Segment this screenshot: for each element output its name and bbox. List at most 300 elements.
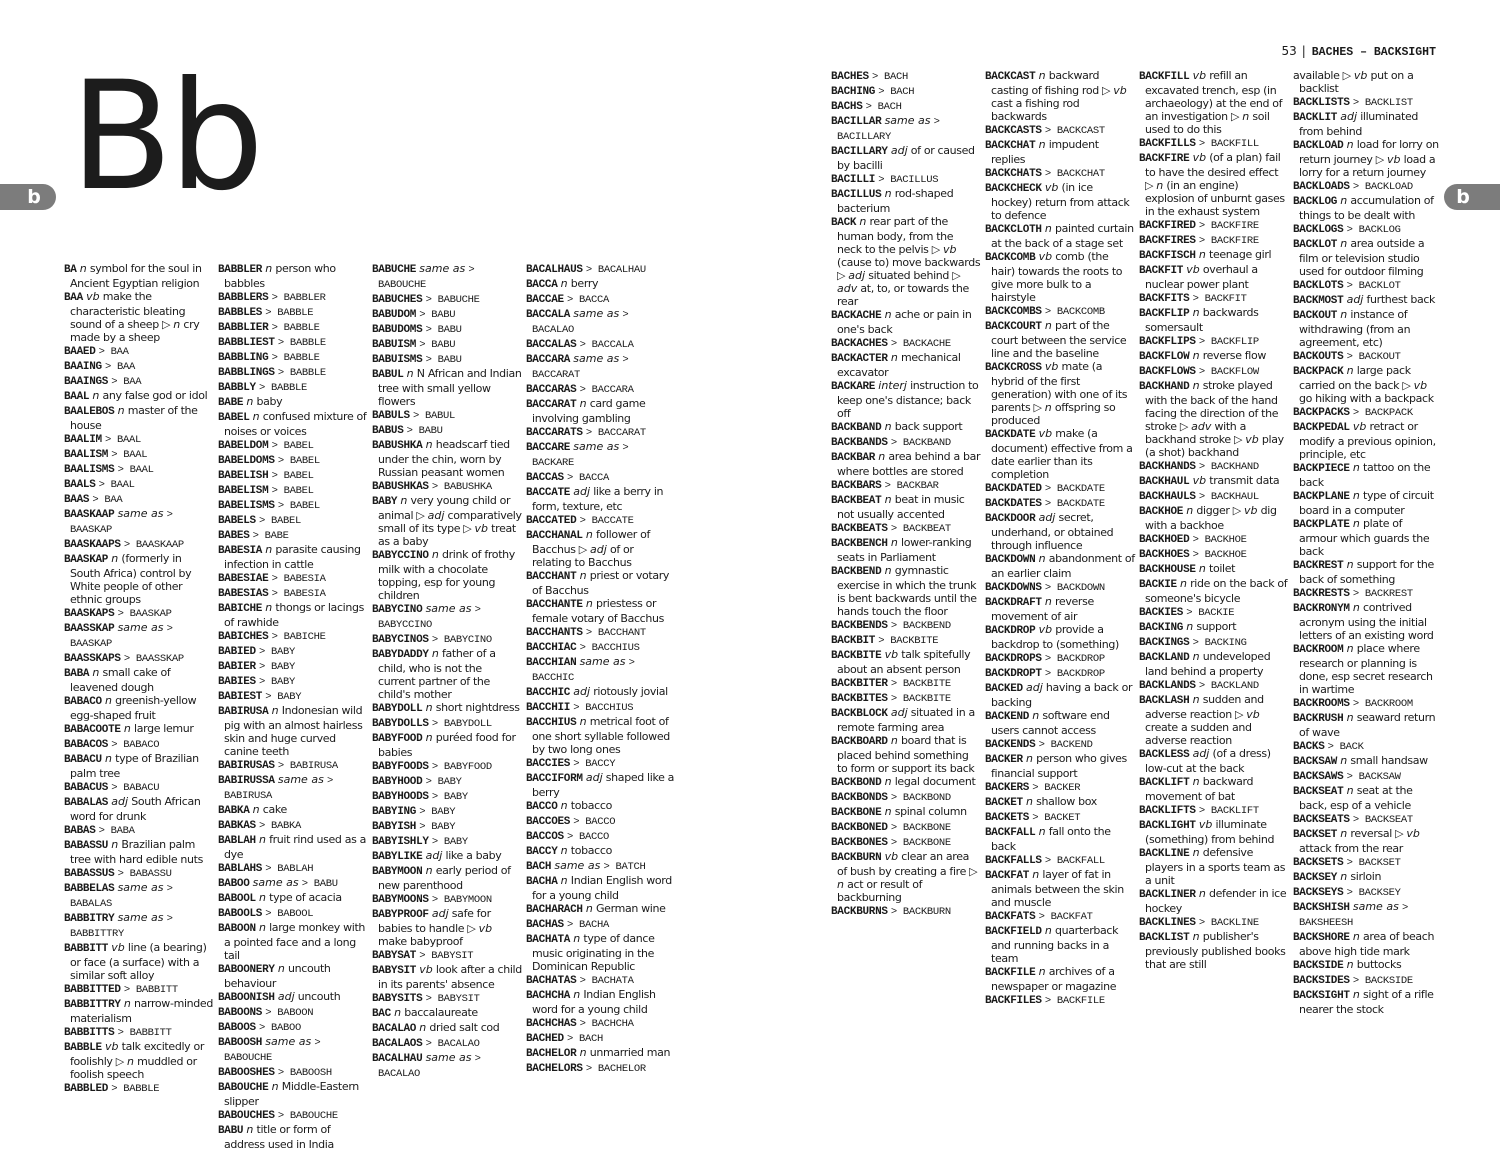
- headword: BACALHAUS: [526, 264, 583, 276]
- dictionary-entry: [831, 308, 981, 336]
- definition-text: instance of withdrawing (from an agreement, etc): [1299, 308, 1411, 349]
- headword: BAAED: [64, 346, 96, 358]
- dictionary-entry: [985, 511, 1135, 552]
- definition-text: type of Brazilian palm tree: [70, 752, 199, 780]
- part-of-speech: n: [579, 569, 587, 582]
- dictionary-entry: [985, 496, 1135, 511]
- part-of-speech: vb: [1245, 433, 1259, 446]
- dictionary-entry: [218, 498, 368, 513]
- definition-text: talk spitefully about an absent person: [837, 648, 971, 676]
- dictionary-entry: [218, 803, 368, 818]
- dictionary-entry: [985, 138, 1135, 166]
- headword: BAALISM: [64, 449, 109, 461]
- dictionary-entry: [831, 84, 981, 99]
- thumb-tab-right: [1444, 184, 1500, 210]
- dictionary-entry: [218, 365, 368, 380]
- part-of-speech: n: [1352, 517, 1360, 530]
- dictionary-entry: [372, 701, 522, 716]
- part-of-speech: adj: [585, 771, 603, 784]
- part-of-speech: same as: [117, 881, 164, 894]
- cross-reference: > BACKBAR: [884, 480, 939, 492]
- dictionary-entry: [526, 337, 676, 352]
- dictionary-entry: [372, 948, 522, 963]
- definition-text: person who gives financial support: [991, 752, 1127, 780]
- dictionary-entry: [831, 790, 981, 805]
- part-of-speech: vb: [474, 522, 489, 535]
- headword: BACKLOTS: [1293, 280, 1344, 292]
- dictionary-entry: [1293, 110, 1443, 138]
- part-of-speech: vb: [884, 850, 899, 863]
- headword: BACKSIDE: [1293, 960, 1344, 972]
- headword: BABBLERS: [218, 292, 269, 304]
- part-of-speech: n: [1038, 138, 1046, 151]
- cross-reference: > BABLAH: [265, 863, 314, 875]
- cross-reference: > BABOOL: [265, 908, 314, 920]
- cross-reference: > BACKBONE: [890, 822, 951, 834]
- definition-text: lower-ranking seats in Parliament: [837, 536, 972, 564]
- dictionary-entry: [1139, 474, 1289, 489]
- cross-reference: > BAASKAAP: [123, 539, 184, 551]
- part-of-speech: n: [1192, 693, 1200, 706]
- cross-reference: > BACKLIFT: [1198, 805, 1259, 817]
- definition-text: treat as a baby: [378, 522, 516, 548]
- headword: BACKFILES: [985, 995, 1042, 1007]
- cross-reference: > BABBLE: [111, 1083, 160, 1095]
- headword: BACKSHISH: [1293, 902, 1350, 914]
- dictionary-entry: [1139, 489, 1289, 504]
- headword: BABACUS: [64, 782, 109, 794]
- cross-reference: > BABYCINO: [431, 634, 492, 646]
- cross-reference: > BABOUCHE: [277, 1110, 338, 1122]
- headword: BACKBENCH: [831, 538, 888, 550]
- headword: BABYFOODS: [372, 761, 429, 773]
- cross-reference: > BACKBEAT: [890, 523, 951, 535]
- dictionary-entry: [831, 215, 981, 308]
- dictionary-entry: [1139, 678, 1289, 693]
- dictionary-entry: [218, 659, 368, 674]
- definition-text: backwards somersault: [1145, 306, 1259, 334]
- definition-text: (in an engine) explosion of unburnt gases in the exhaust system: [1145, 179, 1285, 218]
- dictionary-entry: [526, 513, 676, 528]
- dictionary-entry: [372, 1051, 522, 1081]
- definition-text: illuminated from behind: [1299, 110, 1419, 138]
- part-of-speech: n: [1025, 752, 1033, 765]
- dictionary-entry: [1293, 237, 1443, 278]
- dictionary-entry: [218, 395, 368, 410]
- headword: BABYCINOS: [372, 634, 429, 646]
- dictionary-entry: [218, 674, 368, 689]
- cross-reference: > BABEL: [271, 485, 314, 497]
- headword: BACKFLOW: [1139, 351, 1190, 363]
- definition-text: early period of new parenthood: [378, 864, 511, 892]
- part-of-speech: n: [1192, 650, 1200, 663]
- entry-column: [372, 262, 522, 1081]
- cross-reference: > BABYMOON: [431, 894, 492, 906]
- dictionary-entry: [372, 907, 522, 948]
- cross-reference: > BABUL: [412, 410, 455, 422]
- dictionary-entry: [831, 564, 981, 618]
- dictionary-entry: [1293, 988, 1443, 1016]
- headword: BABOO: [218, 878, 250, 890]
- headword: BABYISH: [372, 821, 417, 833]
- part-of-speech: n: [560, 844, 568, 857]
- cross-reference: > BABBLE: [277, 367, 326, 379]
- dictionary-entry: [218, 528, 368, 543]
- headword: BACKFIRES: [1139, 235, 1196, 247]
- part-of-speech: same as: [573, 352, 620, 365]
- dictionary-entry: [372, 367, 522, 408]
- part-of-speech: n: [1044, 319, 1052, 332]
- dictionary-entry: [1139, 577, 1289, 605]
- dictionary-entry: [218, 1005, 368, 1020]
- dictionary-entry: [372, 819, 522, 834]
- part-of-speech: n: [406, 367, 414, 380]
- part-of-speech: n: [1044, 222, 1052, 235]
- dictionary-entry: [218, 891, 368, 906]
- cross-reference: > BABE: [252, 530, 289, 542]
- cross-reference: > BACHATA: [579, 975, 634, 987]
- headword: BABIER: [218, 661, 256, 673]
- headword: BABYISHLY: [372, 836, 429, 848]
- headword: BACCARAT: [526, 399, 577, 411]
- headword: BACKBEATS: [831, 523, 888, 535]
- part-of-speech: n: [425, 701, 433, 714]
- headword: BACKCROSS: [985, 362, 1042, 374]
- dictionary-entry: [1139, 846, 1289, 887]
- headword: BACKBOND: [831, 777, 882, 789]
- part-of-speech: vb: [1413, 379, 1428, 392]
- definition-text: ride on the back of someone's bicycle: [1145, 577, 1288, 605]
- dictionary-entry: [1293, 930, 1443, 958]
- part-of-speech: n: [1352, 489, 1360, 502]
- entry-column: [1139, 69, 1289, 971]
- part-of-speech: n: [79, 262, 87, 275]
- headword: BACKSAW: [1293, 756, 1338, 768]
- dictionary-entry: [985, 181, 1135, 222]
- dictionary-entry: [372, 963, 522, 991]
- part-of-speech: n: [1179, 577, 1187, 590]
- headword: BACKBOARD: [831, 736, 888, 748]
- headword: BACKCHECK: [985, 183, 1042, 195]
- cross-reference: > BABY: [258, 676, 295, 688]
- dictionary-entry: [218, 290, 368, 305]
- headword: BACKPLATE: [1293, 519, 1350, 531]
- headword: BACCHII: [526, 702, 571, 714]
- definition-text: publisher's previously published books that are still: [1145, 930, 1286, 971]
- headword: BABBLER: [218, 264, 263, 276]
- cross-reference: > BABEL: [258, 515, 301, 527]
- part-of-speech: n: [884, 420, 892, 433]
- part-of-speech: same as: [554, 859, 601, 872]
- dictionary-entry: [64, 552, 214, 606]
- cross-reference: > BABY: [258, 646, 295, 658]
- headword: BACKSEYS: [1293, 887, 1344, 899]
- part-of-speech: adj: [1025, 681, 1043, 694]
- running-head: [1281, 44, 1436, 59]
- headword: BACKLIFT: [1139, 777, 1190, 789]
- cross-reference: > BABYSIT: [425, 993, 480, 1005]
- cross-reference: > BACHA: [566, 919, 609, 931]
- dictionary-entry: [64, 780, 214, 795]
- part-of-speech: adj: [425, 849, 443, 862]
- dictionary-entry: [526, 569, 676, 597]
- cross-reference: > BABA: [98, 825, 135, 837]
- dictionary-entry: [1139, 635, 1289, 650]
- dictionary-entry: [218, 320, 368, 335]
- definition-text: seat at the back, esp of a vehicle: [1299, 784, 1413, 812]
- cross-reference: > BACCARAT: [532, 354, 629, 381]
- headword: BABIRUSAS: [218, 760, 275, 772]
- dictionary-entry: [218, 1123, 368, 1151]
- headword: BACCARE: [526, 442, 571, 454]
- definition-text: sight of a rifle nearer the stock: [1299, 988, 1434, 1016]
- headword: BABYING: [372, 806, 417, 818]
- dictionary-entry: [1139, 605, 1289, 620]
- dictionary-entry: [985, 222, 1135, 250]
- dictionary-entry: [526, 470, 676, 485]
- dictionary-entry: [985, 166, 1135, 181]
- definition-text: (in ice hockey) return from attack to defence: [991, 181, 1130, 222]
- headword: BABACOOTE: [64, 724, 121, 736]
- headword: BACKLOT: [1293, 239, 1338, 251]
- dictionary-entry: [64, 694, 214, 722]
- cross-reference: > BACCHIUS: [579, 642, 640, 654]
- definition-text: Indian English word for a young child: [532, 988, 656, 1016]
- headword: BABA: [64, 668, 90, 680]
- headword: BACKACHES: [831, 338, 888, 350]
- cross-reference: > BABOON: [265, 1007, 314, 1019]
- guide-words: BACHES – BACKSIGHT: [1311, 46, 1436, 59]
- part-of-speech: n: [394, 1006, 402, 1019]
- part-of-speech: n: [271, 704, 279, 717]
- headword: BACKCOMBS: [985, 306, 1042, 318]
- dictionary-entry: [1139, 747, 1289, 775]
- headword: BACKED: [985, 683, 1023, 695]
- cross-reference: > BABBITT: [117, 1027, 172, 1039]
- part-of-speech: vb: [1038, 250, 1053, 263]
- dictionary-entry: [372, 602, 522, 632]
- dictionary-entry: [218, 1108, 368, 1123]
- dictionary-entry: [831, 114, 981, 144]
- definition-text: N African and Indian tree with small yellow flowers: [378, 367, 522, 408]
- headword: BACKLIGHT: [1139, 820, 1196, 832]
- definition-text: person who babbles: [224, 262, 336, 290]
- cross-reference: > BABBITTRY: [70, 913, 173, 940]
- cross-reference: > BABICHE: [271, 631, 326, 643]
- headword: BABYSITS: [372, 993, 423, 1005]
- headword: BACKBANDS: [831, 437, 888, 449]
- headword: BABBITRY: [64, 913, 115, 925]
- headword: BACKCHATS: [985, 168, 1042, 180]
- headword: BACKLOADS: [1293, 181, 1350, 193]
- headword: BACKDROPS: [985, 653, 1042, 665]
- dictionary-entry: [985, 853, 1135, 868]
- headword: BABOON: [218, 923, 256, 935]
- headword: BACALHAU: [372, 1053, 423, 1065]
- part-of-speech: adj: [1192, 747, 1210, 760]
- part-of-speech: n: [1346, 138, 1354, 151]
- headword: BAALEBOS: [64, 406, 115, 418]
- headword: BABYDOLLS: [372, 718, 429, 730]
- dictionary-entry: [1139, 151, 1289, 218]
- headword: BAALIM: [64, 434, 102, 446]
- definition-text: support for the back of something: [1299, 558, 1434, 586]
- headword: BABBLED: [64, 1083, 109, 1095]
- definition-text: make (a document) effective from a date earlier than its completion: [991, 427, 1133, 481]
- headword: BACILLI: [831, 174, 876, 186]
- dictionary-entry: [1293, 420, 1443, 461]
- part-of-speech: adj: [1340, 110, 1358, 123]
- headword: BACKFILL: [1139, 71, 1190, 83]
- headword: BABLAH: [218, 835, 256, 847]
- dictionary-entry: [218, 468, 368, 483]
- part-of-speech: same as: [117, 507, 164, 520]
- dictionary-entry: [372, 759, 522, 774]
- dictionary-entry: [985, 580, 1135, 595]
- cross-reference: > BACKBITE: [890, 693, 951, 705]
- cross-reference: > BACKACHE: [890, 338, 951, 350]
- dictionary-entry: [526, 1016, 676, 1031]
- headword: BACKPACK: [1293, 366, 1344, 378]
- cross-reference: > BABKA: [258, 820, 301, 832]
- part-of-speech: adj: [427, 509, 445, 522]
- definition-text: riotously jovial: [590, 685, 668, 698]
- part-of-speech: n: [1038, 69, 1046, 82]
- cross-reference: > BACKBEND: [890, 620, 951, 632]
- dictionary-entry: [831, 618, 981, 633]
- headword: BABBELAS: [64, 883, 115, 895]
- headword: BABKAS: [218, 820, 256, 832]
- dictionary-entry: [218, 350, 368, 365]
- dictionary-entry: [1293, 711, 1443, 739]
- headword: BABACU: [64, 754, 102, 766]
- definition-text: dig with a backhoe: [1145, 504, 1277, 532]
- headword: BABUSHKAS: [372, 481, 429, 493]
- part-of-speech: n: [560, 799, 568, 812]
- definition-text: Brazilian palm tree with hard edible nuts: [70, 838, 203, 866]
- cross-reference: > BACKDROP: [1044, 653, 1105, 665]
- dictionary-entry: [372, 352, 522, 367]
- definition-text: tobacco: [567, 844, 612, 857]
- cross-reference: > BACCARA: [579, 384, 634, 396]
- dictionary-entry: [831, 805, 981, 820]
- dictionary-entry: [1139, 915, 1289, 930]
- entry-column: [831, 69, 981, 919]
- dictionary-entry: [218, 335, 368, 350]
- dictionary-entry: [1139, 930, 1289, 971]
- part-of-speech: vb: [1113, 84, 1127, 97]
- cross-reference: > BACCO: [573, 816, 616, 828]
- definition-text: overhaul a nuclear power plant: [1145, 263, 1258, 291]
- headword: BACKOUTS: [1293, 351, 1344, 363]
- part-of-speech: n: [104, 694, 112, 707]
- cross-reference: > BABIRUSA: [224, 775, 333, 802]
- cross-reference: > BABU: [425, 324, 462, 336]
- definition-text: South African word for drunk: [70, 795, 201, 823]
- definition-text: abandonment of an earlier claim: [991, 552, 1135, 580]
- headword: BACKLIT: [1293, 112, 1338, 124]
- headword: BACHS: [831, 101, 863, 113]
- headword: BACKLINE: [1139, 848, 1190, 860]
- dictionary-entry: [1293, 194, 1443, 222]
- headword: BABUISMS: [372, 354, 423, 366]
- cross-reference: > BACKDOWN: [1044, 582, 1105, 594]
- dictionary-entry: [218, 571, 368, 586]
- cross-reference: > BACKFIRE: [1198, 220, 1259, 232]
- headword: BAC: [372, 1008, 391, 1020]
- dictionary-entry: [372, 834, 522, 849]
- part-of-speech: n: [425, 864, 433, 877]
- definition-text: uncouth behaviour: [224, 962, 331, 990]
- cross-reference: > BAASKAP: [117, 608, 172, 620]
- headword: BACKCOMB: [985, 252, 1036, 264]
- headword: BABIEST: [218, 691, 263, 703]
- cross-reference: > BACKLAND: [1198, 680, 1259, 692]
- headword: BACCOS: [526, 831, 564, 843]
- definition-text: cast a fishing rod backwards: [991, 97, 1080, 123]
- part-of-speech: same as: [884, 114, 931, 127]
- definition-text: gymnastic exercise in which the trunk is bent backwards until the hands touch the floor: [837, 564, 977, 618]
- headword: BABBITT: [64, 943, 109, 955]
- definition-text: situated in a remote farming area: [837, 706, 975, 734]
- headword: BABYMOON: [372, 866, 423, 878]
- cross-reference: > BABBLE: [265, 307, 314, 319]
- part-of-speech: n: [585, 597, 593, 610]
- definition-text: beat in music not usually accented: [837, 493, 965, 521]
- dictionary-entry: [372, 307, 522, 322]
- dictionary-entry: [64, 722, 214, 737]
- headword: BACKLASH: [1139, 695, 1190, 707]
- definition-text: uncouth: [294, 990, 341, 1003]
- dictionary-entry: [985, 993, 1135, 1008]
- dictionary-entry: [218, 704, 368, 758]
- definition-text: at, to, or towards the rear: [837, 282, 969, 308]
- part-of-speech: n: [1192, 775, 1200, 788]
- cross-reference: > BABBLE: [277, 337, 326, 349]
- part-of-speech: n: [431, 647, 439, 660]
- definition-text: fruit rind used as a dye: [224, 833, 367, 861]
- headword: BACCATE: [526, 487, 571, 499]
- headword: BACKBEND: [831, 566, 882, 578]
- cross-reference: > BACKHAUL: [1198, 491, 1259, 503]
- part-of-speech: n: [884, 187, 892, 200]
- part-of-speech: vb: [1192, 151, 1207, 164]
- definition-text: defensive players in a sports team as a unit: [1145, 846, 1286, 887]
- dictionary-entry: [218, 773, 368, 803]
- definition-text: symbol for the soul in Ancient Egyptian religion: [70, 262, 202, 290]
- cross-reference: > BACKFIT: [1192, 293, 1247, 305]
- cross-reference: > BABBLE: [258, 382, 307, 394]
- headword: BABYPROOF: [372, 909, 429, 921]
- part-of-speech: n: [1032, 868, 1040, 881]
- part-of-speech: n: [890, 351, 898, 364]
- part-of-speech: n: [1340, 827, 1348, 840]
- dictionary-entry: [372, 804, 522, 819]
- part-of-speech: n: [1044, 401, 1052, 414]
- headword: BACKBENDS: [831, 620, 888, 632]
- cross-reference: > BABYSIT: [419, 950, 474, 962]
- cross-reference: > BAASKAP: [70, 623, 173, 650]
- dictionary-entry: [1139, 620, 1289, 635]
- definition-text: headscarf tied under the chin, worn by Russian peasant women: [378, 438, 510, 479]
- dictionary-entry: [372, 337, 522, 352]
- part-of-speech: n: [1340, 870, 1348, 883]
- part-of-speech: same as: [425, 1051, 472, 1064]
- thumb-tab-left: [0, 184, 56, 210]
- cross-reference: > BACKET: [1032, 812, 1081, 824]
- definition-text: go hiking with a backpack: [1299, 392, 1434, 405]
- dictionary-entry: [526, 973, 676, 988]
